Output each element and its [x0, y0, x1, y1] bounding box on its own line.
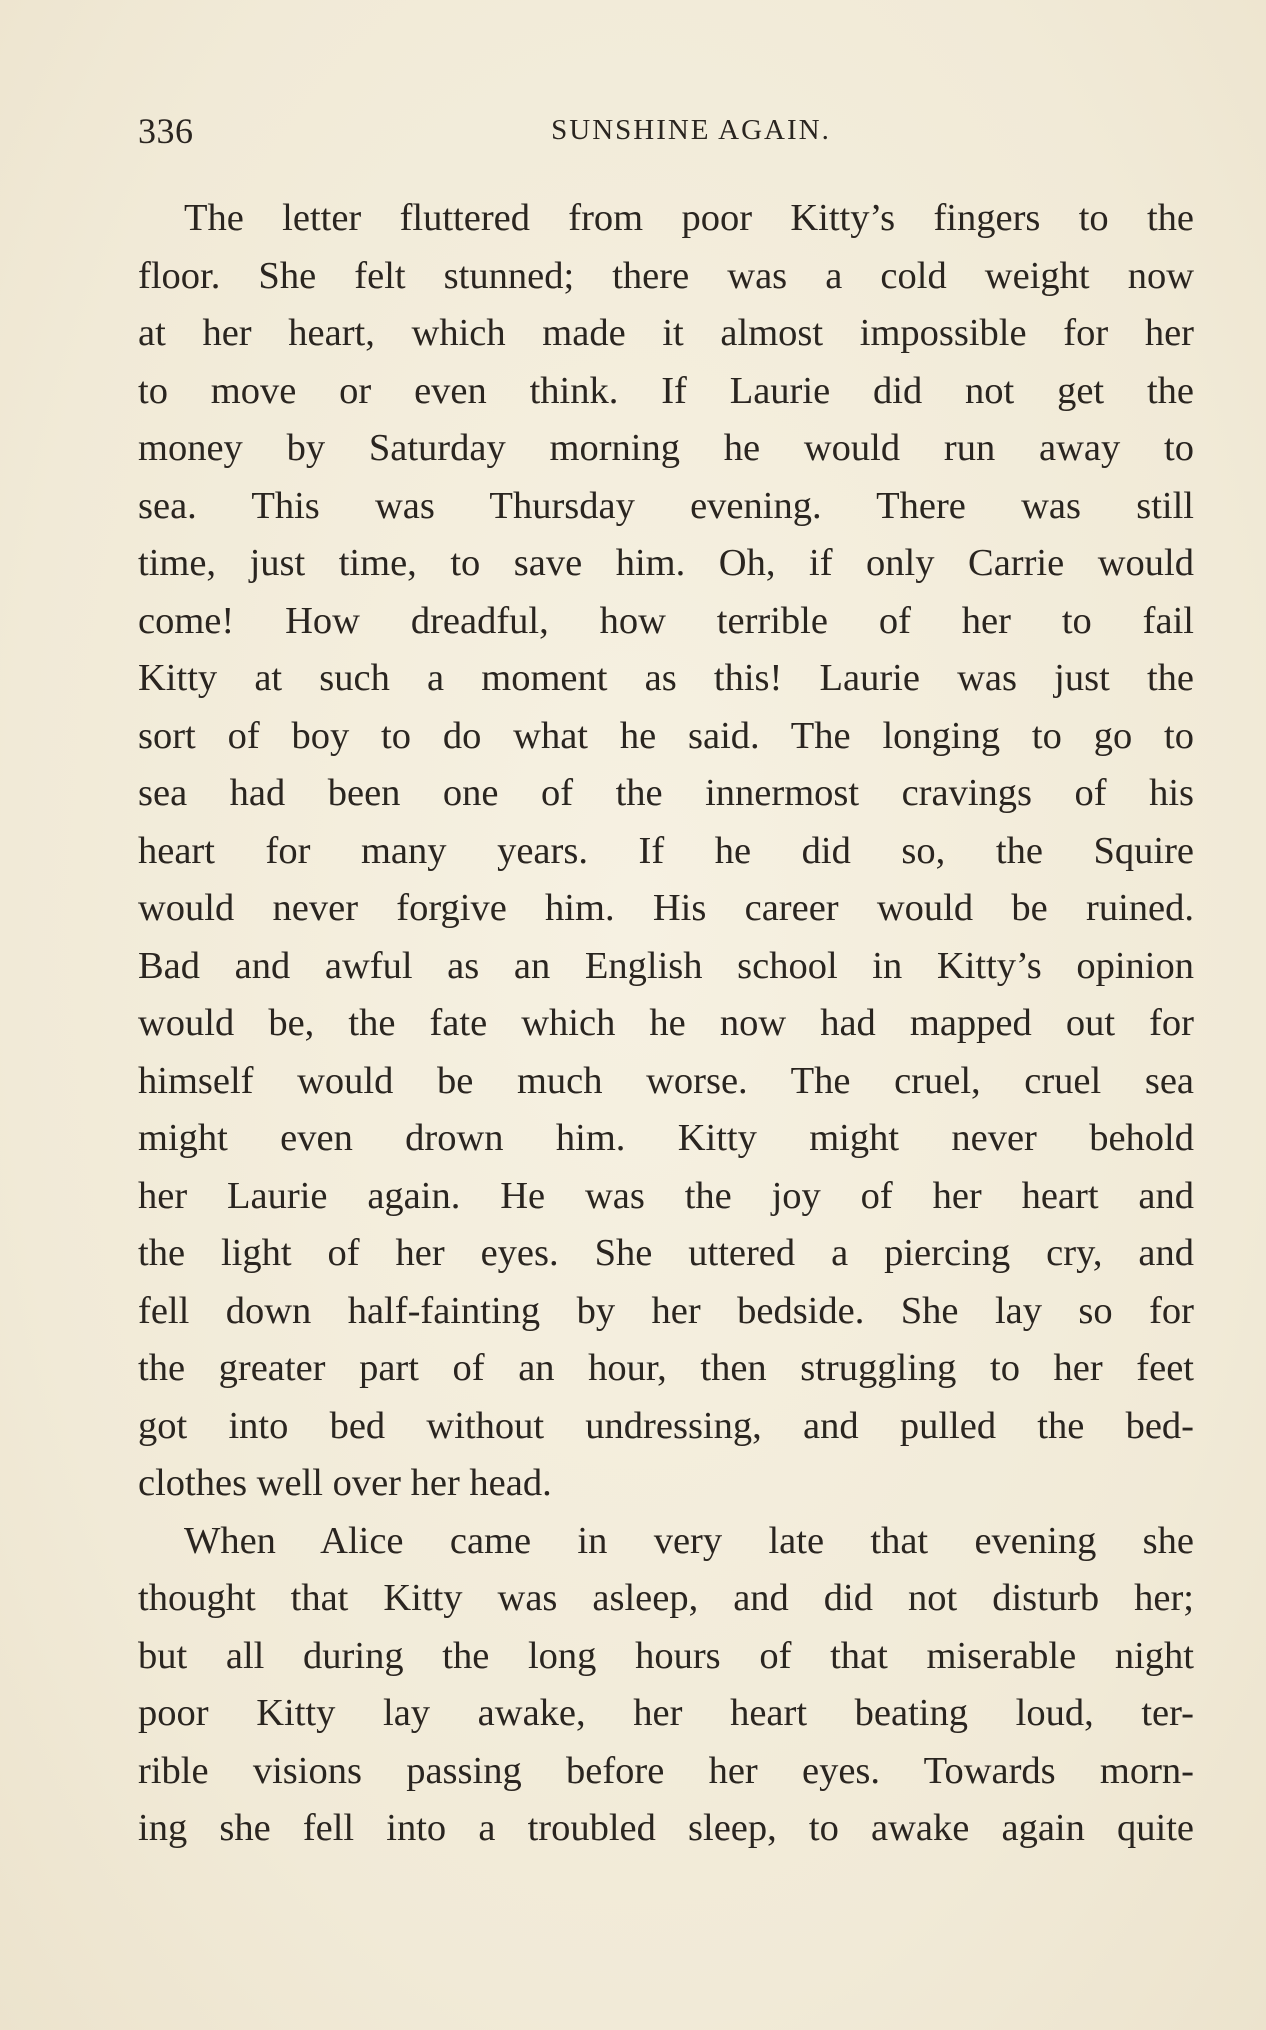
text-line: The letter fluttered from poor Kitty’s fingers to the	[184, 197, 1194, 239]
text-line: ing she fell into a troubled sleep, to awake again quite	[138, 1807, 1194, 1849]
text-line: her Laurie again. He was the joy of her heart and	[138, 1174, 1194, 1217]
text-line: floor. She felt stunned; there was a cold weight now	[138, 254, 1194, 297]
text-line: but all during the long hours of that miserable night	[138, 1634, 1194, 1677]
text-line: thought that Kitty was asleep, and did not disturb her;	[138, 1577, 1194, 1619]
page-header	[138, 110, 1194, 160]
text-line: might even drown him. Kitty might never behold	[138, 1117, 1194, 1159]
text-line: the light of her eyes. She uttered a piercing cry, and	[138, 1232, 1194, 1274]
text-line: heart for many years. If he did so, the Squire	[138, 829, 1194, 872]
text-line: sea had been one of the innermost cravings of his	[138, 772, 1194, 814]
text-line: Bad and awful as an English school in Kitty’s opinion	[138, 944, 1194, 987]
page-number: 336	[138, 111, 194, 151]
text-line: money by Saturday morning he would run away to	[138, 427, 1194, 469]
text-line: at her heart, which made it almost impossible for her	[138, 312, 1194, 354]
running-head: SUNSHINE AGAIN.	[551, 114, 831, 146]
text-line: rible visions passing before her eyes. Towards morn-	[138, 1749, 1194, 1792]
text-line: time, just time, to save him. Oh, if only Carrie would	[138, 542, 1194, 584]
text-line: clothes well over her head.	[138, 1462, 552, 1504]
text-line: got into bed without undressing, and pulled the bed-	[138, 1404, 1194, 1447]
text-line: come! How dreadful, how terrible of her to fail	[138, 599, 1194, 642]
text-line: fell down half-fainting by her bedside. She lay so for	[138, 1289, 1194, 1332]
text-line: the greater part of an hour, then struggling to her feet	[138, 1347, 1194, 1389]
text-line: When Alice came in very late that evening she	[184, 1519, 1194, 1562]
text-line: poor Kitty lay awake, her heart beating loud, ter-	[138, 1692, 1194, 1734]
text-line: would never forgive him. His career would be ruined.	[138, 887, 1194, 929]
body-text	[138, 190, 1194, 1858]
text-line: sort of boy to do what he said. The longing to go to	[138, 714, 1194, 757]
text-line: to move or even think. If Laurie did not get the	[138, 369, 1194, 412]
text-line: would be, the fate which he now had mapped out for	[138, 1002, 1194, 1044]
text-line: himself would be much worse. The cruel, cruel sea	[138, 1059, 1194, 1102]
text-line: Kitty at such a moment as this! Laurie was just the	[138, 657, 1194, 699]
text-line: sea. This was Thursday evening. There was still	[138, 484, 1194, 527]
